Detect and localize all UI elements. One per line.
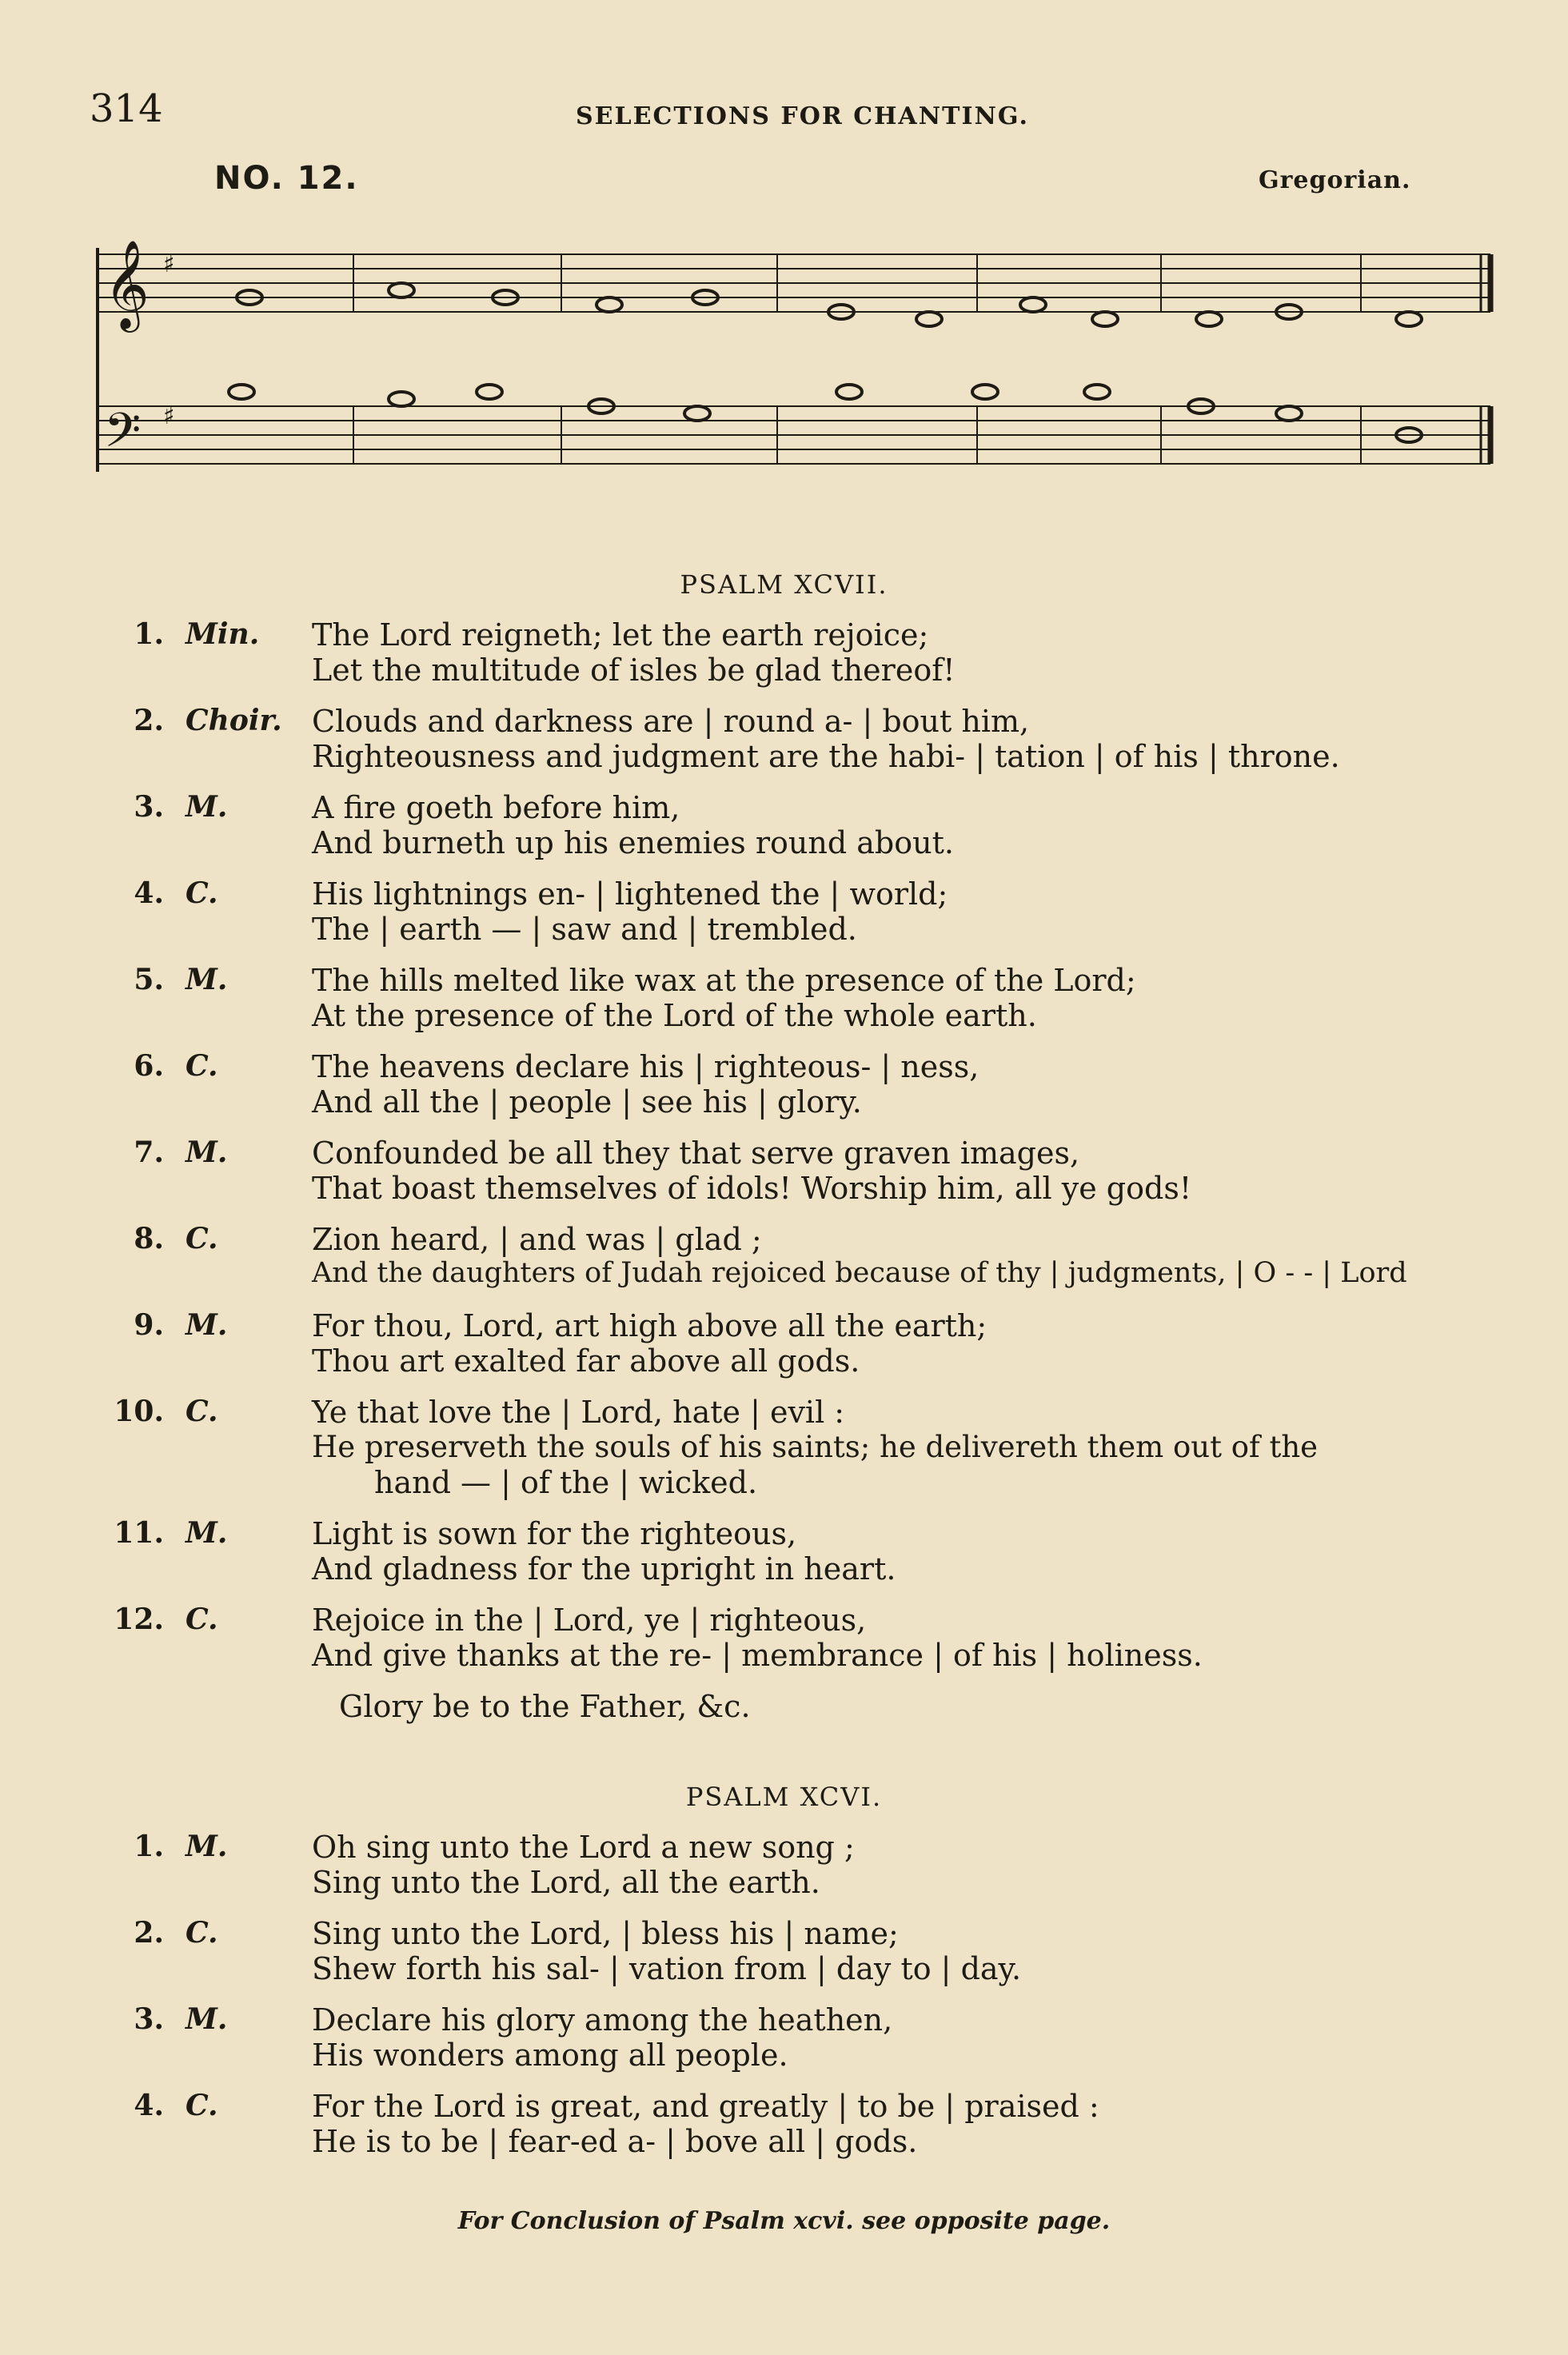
verse-part: M. [186, 1516, 228, 1550]
barlines [353, 254, 1361, 464]
verse-number: 8. [134, 1222, 164, 1255]
verse-part: C. [186, 1049, 218, 1083]
verse-part: C. [186, 1603, 218, 1636]
verse-number: 2. [134, 1916, 164, 1950]
verse-part: C. [186, 2089, 218, 2122]
verse-number: 6. [134, 1049, 164, 1083]
verse-line: Clouds and darkness are | round a- | bout him, [312, 704, 1030, 739]
verse-line: Thou art exalted far above all gods. [312, 1343, 860, 1379]
verse-number: 3. [134, 2002, 164, 2036]
verse-line: Sing unto the Lord, | bless his | name; [312, 1916, 899, 1951]
bass-staff [98, 406, 1490, 464]
verse-line: Let the multitude of isles be glad thereof! [312, 653, 956, 688]
verse-number: 5. [134, 963, 164, 996]
verse-number: 12. [114, 1603, 164, 1636]
verse-part: M. [186, 790, 228, 824]
verse-line: He is to be | fear-ed a- | bove all | gods. [312, 2124, 918, 2159]
verse-part: M. [186, 1830, 228, 1863]
verse-number: 1. [134, 1830, 164, 1863]
verse-part: M. [186, 2002, 228, 2036]
verse-line: His wonders among all people. [312, 2038, 788, 2073]
running-head: SELECTIONS FOR CHANTING. [576, 102, 1029, 130]
treble-sharp-icon: ♯ [163, 250, 175, 278]
verse-line: Sing unto the Lord, all the earth. [312, 1865, 820, 1900]
verse-number: 2. [134, 704, 164, 737]
verse-part: Choir. [186, 704, 282, 737]
page-number: 314 [90, 86, 163, 131]
verse-number: 4. [134, 2089, 164, 2122]
gloria: Glory be to the Father, &c. [339, 1689, 751, 1724]
verse-number: 10. [114, 1395, 164, 1428]
final-barline [1481, 254, 1490, 464]
verse-line: His lightnings en- | lightened the | world; [312, 876, 948, 912]
verse-line: Zion heard, | and was | glad ; [312, 1222, 762, 1257]
treble-clef-icon: 𝄞 [104, 239, 150, 329]
verse-part: C. [186, 1916, 218, 1950]
verse-line: The heavens declare his | righteous- | ness, [312, 1049, 980, 1084]
treble-notes [237, 283, 1422, 326]
verse-number: 3. [134, 790, 164, 824]
verse-line: Declare his glory among the heathen, [312, 2002, 893, 2038]
verse-part: C. [186, 876, 218, 910]
verse-line: Ye that love the | Lord, hate | evil : [312, 1395, 845, 1430]
verse-line: Rejoice in the | Lord, ye | righteous, [312, 1603, 867, 1638]
verse-part: M. [186, 1136, 228, 1169]
verse-part: M. [186, 1308, 228, 1342]
verse-line: Confounded be all they that serve graven images, [312, 1136, 1080, 1171]
treble-staff [98, 254, 1490, 312]
verse-line: Shew forth his sal- | vation from | day to | day. [312, 1951, 1022, 1986]
bass-clef-icon: 𝄢 [104, 402, 142, 469]
verse-line: Light is sown for the righteous, [312, 1516, 797, 1551]
verse-number: 1. [134, 617, 164, 651]
verse-line: And all the | people | see his | glory. [312, 1084, 862, 1120]
bass-sharp-icon: ♯ [163, 402, 175, 430]
verse-part: C. [186, 1222, 218, 1255]
verse-line: Righteousness and judgment are the habi- | tation | of his | throne. [312, 739, 1340, 774]
verse-line: And the daughters of Judah rejoiced because of thy | judgments, | O - - | Lord [312, 1257, 1407, 1289]
verse-number: 4. [134, 876, 164, 910]
verse-line: The hills melted like wax at the presence of the Lord; [312, 963, 1136, 998]
verse-line: For thou, Lord, art high above all the earth; [312, 1308, 987, 1343]
verse-part: Min. [186, 617, 260, 651]
verse-line: And gladness for the upright in heart. [312, 1551, 896, 1587]
verse-line: That boast themselves of idols! Worship him, all ye gods! [312, 1171, 1192, 1206]
verse-line: At the presence of the Lord of the whole earth. [312, 998, 1037, 1033]
verse-line: Oh sing unto the Lord a new song ; [312, 1830, 855, 1865]
psalm-97-title: PSALM XCVII. [680, 569, 888, 600]
footnote: For Conclusion of Psalm xcvi. see opposite page. [457, 2207, 1111, 2235]
music-score [90, 224, 1497, 528]
verse-part: C. [186, 1395, 218, 1428]
verse-line: And burneth up his enemies round about. [312, 825, 954, 860]
verse-line: hand — | of the | wicked. [374, 1465, 758, 1500]
bass-notes [229, 385, 1422, 442]
verse-number: 7. [134, 1136, 164, 1169]
verse-part: M. [186, 963, 228, 996]
verse-number: 9. [134, 1308, 164, 1342]
verse-line: He preserveth the souls of his saints; he delivereth them out of the [312, 1430, 1319, 1464]
chant-number: NO. 12. [214, 160, 359, 197]
verse-line: A fire goeth before him, [312, 790, 680, 825]
verse-line: For the Lord is great, and greatly | to be | praised : [312, 2089, 1099, 2124]
verse-number: 11. [114, 1516, 164, 1550]
verse-line: And give thanks at the re- | membrance | of his | holiness. [312, 1638, 1203, 1673]
psalm-96-title: PSALM XCVI. [685, 1782, 883, 1812]
tune-name: Gregorian. [1259, 166, 1411, 194]
verse-line: The | earth — | saw and | trembled. [312, 912, 857, 947]
verse-line: The Lord reigneth; let the earth rejoice; [312, 617, 929, 653]
